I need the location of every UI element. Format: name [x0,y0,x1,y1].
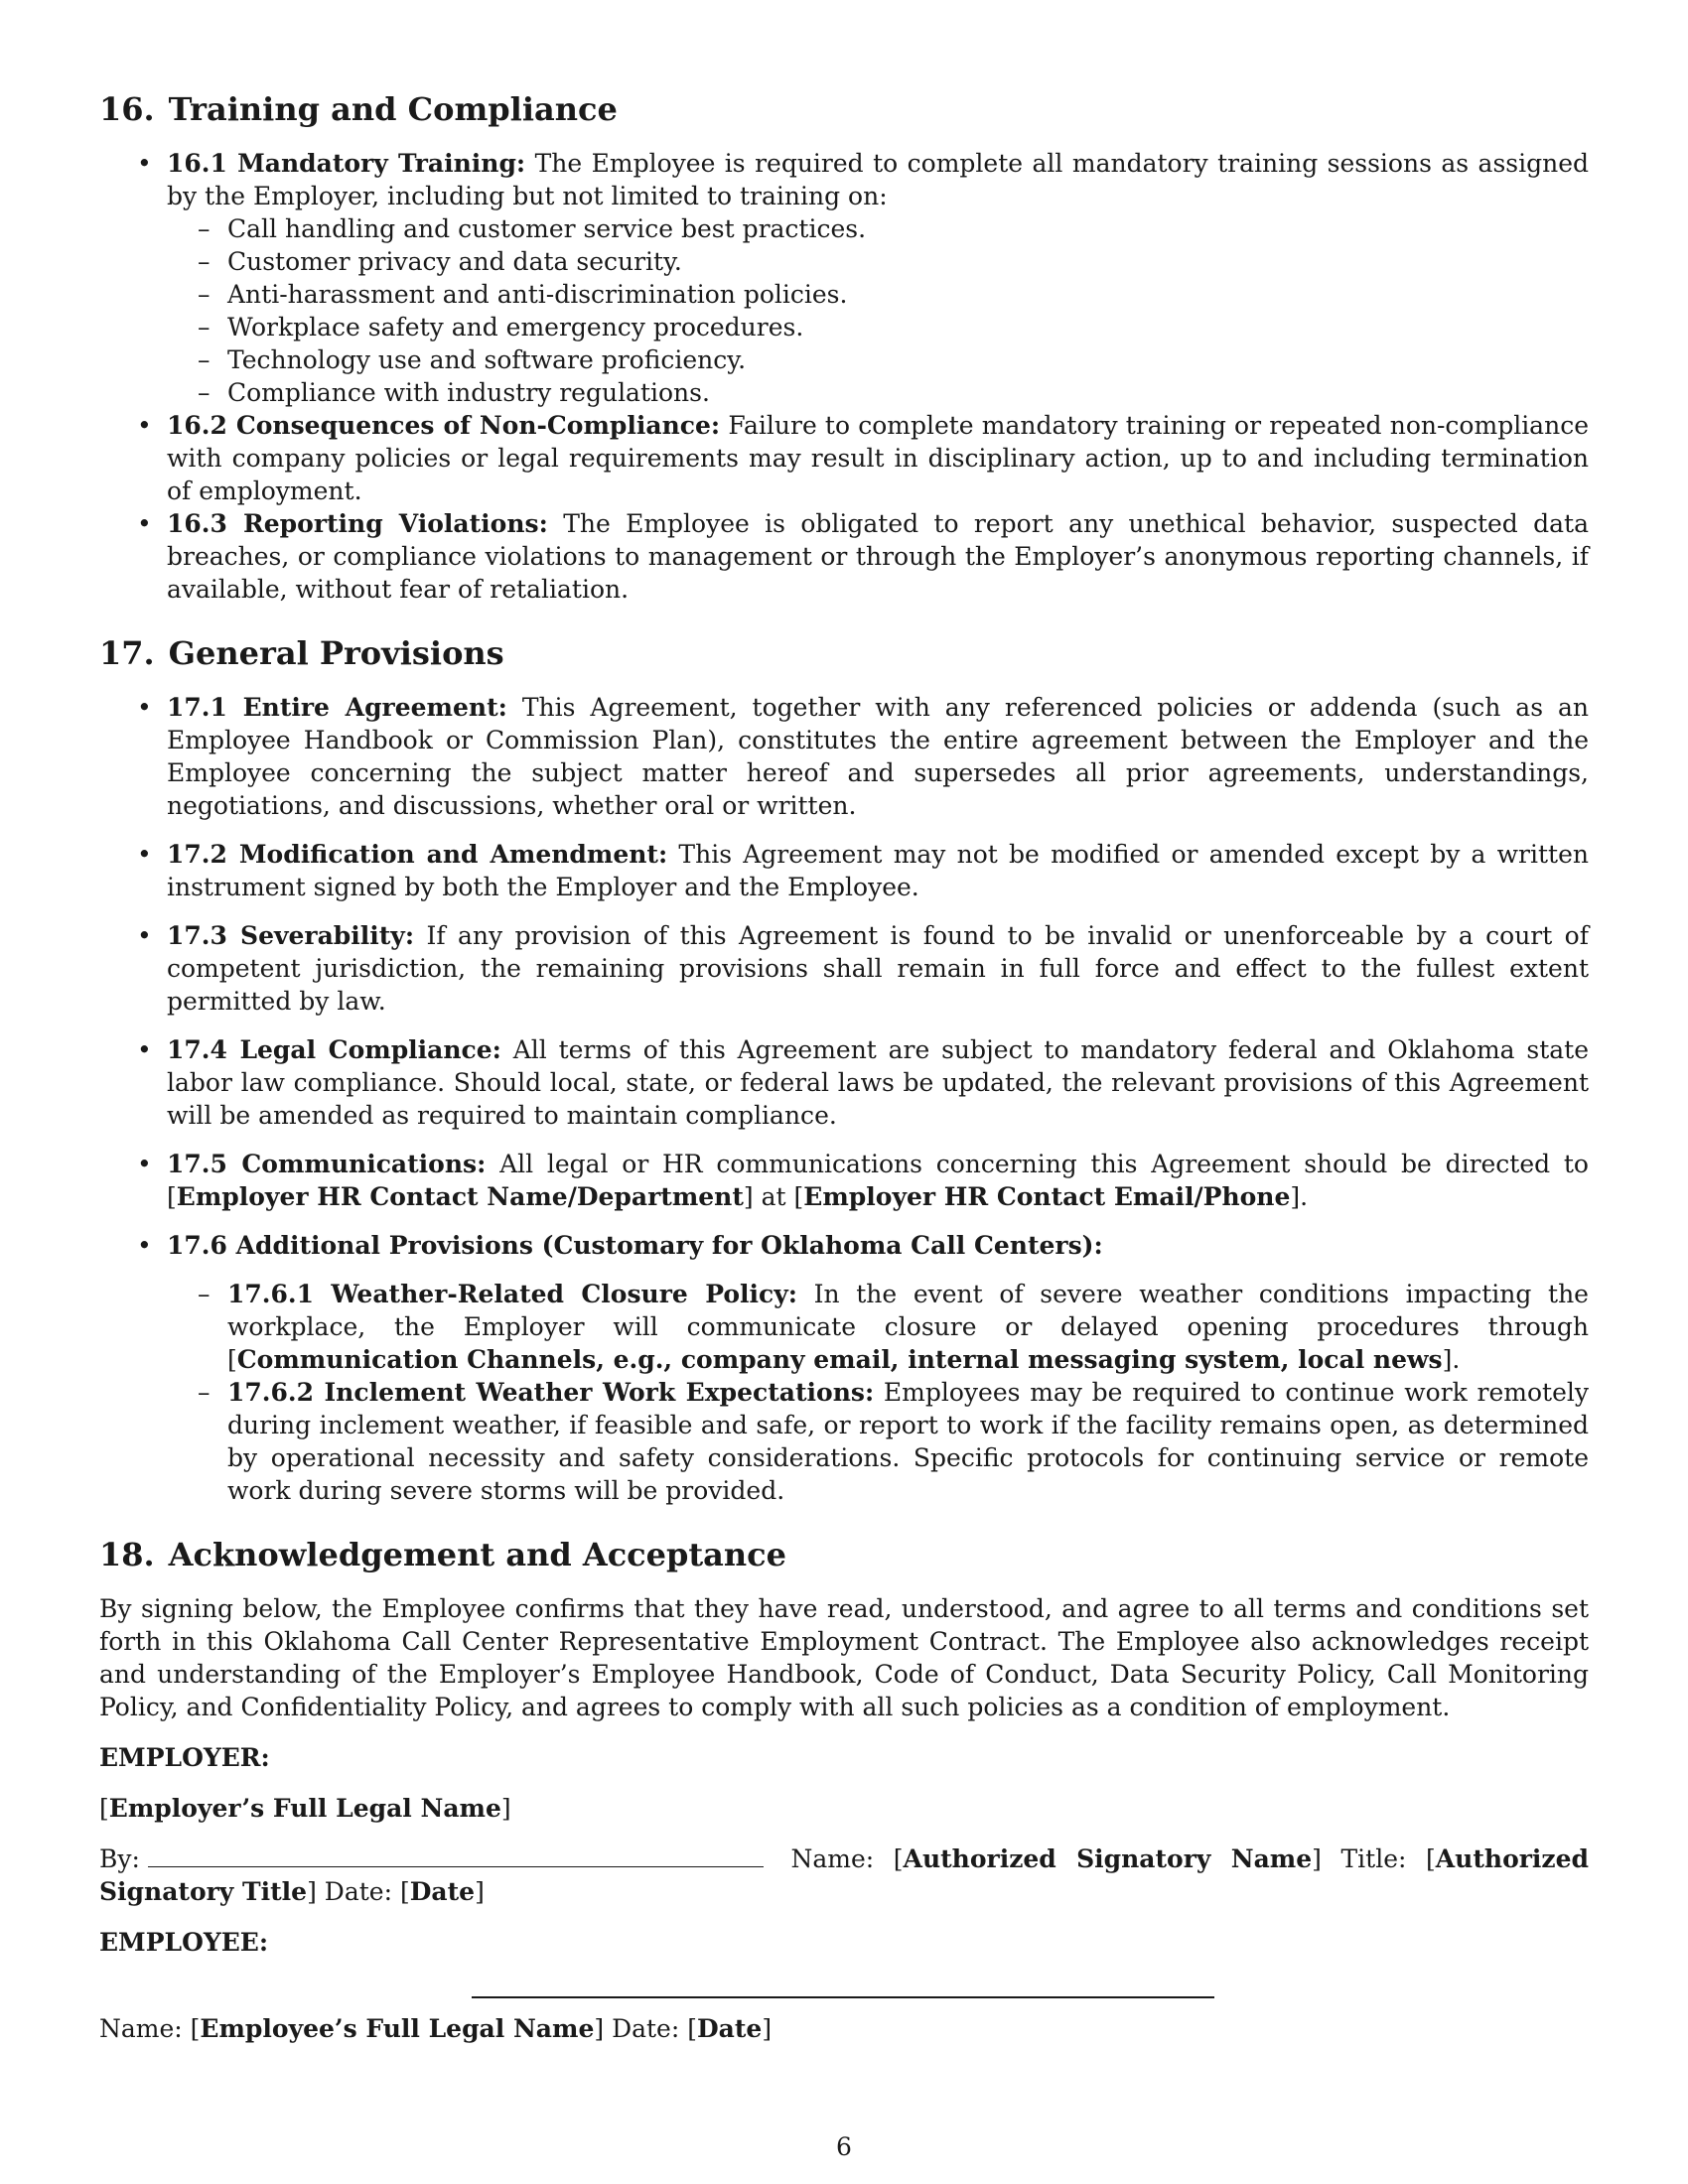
item-text: Failure to complete mandatory training or repeated non-compliance with company policies or legal requirements may result in disciplinary action, up to and including termination of employment. [167,411,1589,505]
section-number: 16. [99,90,155,128]
list-item [167,1229,1589,1507]
item-text: If any provision of this Agreement is found to be invalid or unenforceable by a court of competent jurisdiction, the remaining provisions shall remain in full force and effect to the fullest extent permitted by law. [167,921,1589,1016]
item-text: This Agreement, together with any referenced policies or addenda (such as an Employee Handbook or Commission Plan), constitutes the entire agreement between the Employer and the Employee concerning the subject matter hereof and supersedes all prior agreements, understandings, negotiations, and discussions, whether oral or written. [167,693,1589,820]
date-label: Date: [612,2014,680,2043]
item-label: 16.1 Mandatory Training: [167,149,526,178]
section-16-heading [99,89,1589,129]
list-item [167,919,1589,1018]
item-text: The Employee is required to complete all mandatory training sessions as assigned by the Employer, including but not limited to training on: [167,149,1589,210]
section-18-heading [99,1535,1589,1574]
sub-item: – Anti-harassment and anti-discrimination policies. [227,278,1589,311]
list-item [167,1033,1589,1132]
sub-item: – Workplace safety and emergency procedures. [227,311,1589,343]
document-page [99,89,1589,2045]
list-item [167,147,1589,409]
section-number: 18. [99,1536,155,1573]
item-label: 17.6 Additional Provisions (Customary for Oklahoma Call Centers): [167,1231,1103,1260]
item-text: This Agreement may not be modified or amended except by a written instrument signed by both the Employer and the Employee. [167,840,1589,901]
page-number: 6 [836,2132,852,2161]
placeholder-employer-date: Date [409,1877,476,1906]
item-text: All legal or HR communications concerning this Agreement should be directed to [499,1150,1589,1178]
item-label: 17.3 Severability: [167,921,415,950]
sub-item: – Technology use and software proficiency. [227,343,1589,376]
employer-signature-line[interactable] [148,1844,764,1867]
sub-item-text: In the event of severe weather conditions impacting the workplace, the Employer will communicate closure or delayed opening procedures through [227,1280,1589,1341]
sub-item-label: 17.6.1 Weather-Related Closure Policy: [227,1280,797,1308]
section-18 [99,1535,1589,2045]
list-item [167,838,1589,903]
sub-item: – 17.6.1 Weather-Related Closure Policy: In the event of severe weather conditions impacting the workplace, the Employer will communicate closure or delayed opening procedures through [Communication Channels, e.g., company email, internal messaging system, local news]. [227,1278,1589,1376]
section-title: Training and Compliance [168,90,618,128]
employee-signature-block: Name: [Employee’s Full Legal Name] Date: [Date] [99,2014,773,2043]
item-label: 17.2 Modification and Amendment: [167,840,668,869]
title-label: Title: [1340,1844,1407,1873]
list-item [167,691,1589,822]
section-16-list [99,147,1589,606]
sub-item: – Customer privacy and data security. [227,245,1589,278]
additional-provisions-list [167,1278,1589,1507]
section-16 [99,89,1589,606]
placeholder-employer-name: Employer’s Full Legal Name [108,1794,501,1823]
employer-signature-block: By: Name: [Authorized Signatory Name] Title: [Authorized Signatory Title] Date: [Date] [99,1844,1589,1906]
list-item [167,409,1589,507]
item-label: 17.1 Entire Agreement: [167,693,507,722]
employee-heading: EMPLOYEE: [99,1928,269,1957]
name-label: Name: [790,1844,875,1873]
placeholder-signatory-name: Authorized Signatory Name [903,1844,1313,1873]
name-label: Name: [99,2014,183,2043]
date-label: Date: [324,1877,393,1906]
employee-signature-line[interactable] [472,1977,1214,1998]
item-text: at [761,1182,786,1211]
sub-item-label: 17.6.2 Inclement Weather Work Expectations: [227,1378,875,1407]
sub-item-text: Employees may be required to continue work remotely during inclement weather, if feasible and safe, or report to work if the facility remains open, as determined by operational necessity and safety considerations. Specific protocols for continuing service or remote work during severe storms will be provided. [227,1378,1590,1505]
sub-item: – Call handling and customer service best practices. [227,212,1589,245]
section-number: 17. [99,634,155,672]
placeholder-employee-date: Date [696,2014,763,2043]
section-17-heading [99,633,1589,673]
item-label: 16.2 Consequences of Non-Compliance: [167,411,721,440]
section-17 [99,633,1589,1507]
item-label: 16.3 Reporting Violations: [167,509,548,538]
employer-heading-row [99,1741,1589,1774]
item-label: 17.5 Communications: [167,1150,487,1178]
item-text: All terms of this Agreement are subject to mandatory federal and Oklahoma state labor law compliance. Should local, state, or federal laws be updated, the relevant provisions of this Agreement will be amended as required to maintain compliance. [167,1035,1589,1130]
list-item [167,507,1589,606]
placeholder-signatory-title: Authorized Signatory Title [99,1844,1589,1906]
item-text: The Employee is obligated to report any unethical behavior, suspected data breaches, or compliance violations to management or through the Employer’s anonymous reporting channels, if available, without fear of retaliation. [167,509,1590,604]
placeholder-hr-email: Employer HR Contact Email/Phone [803,1182,1291,1211]
section-17-list [99,691,1589,1507]
acknowledgement-paragraph: By signing below, the Employee confirms that they have read, understood, and agree to all terms and conditions set forth in this Oklahoma Call Center Representative Employment Contract. The Employee also acknowledges receipt and understanding of the Employer’s Employee Handbook, Code of Conduct, Data Security Policy, Call Monitoring Policy, and Confidentiality Policy, and agrees to comply with all such policies as a condition of employment. [99,1594,1589,1721]
placeholder-employee-name: Employee’s Full Legal Name [200,2014,595,2043]
list-item: • 17.5 Communications: All legal or HR communications concerning this Agreement should be directed to [Employer HR Contact Name/Department] at [Employer HR Contact Email/Phone]. [167,1148,1589,1213]
section-title: General Provisions [168,634,504,672]
sub-item [227,1376,1589,1507]
sub-item: – Compliance with industry regulations. [227,376,1589,409]
item-label: 17.4 Legal Compliance: [167,1035,501,1064]
placeholder-hr-contact: Employer HR Contact Name/Department [176,1182,744,1211]
employer-heading: EMPLOYER: [99,1743,270,1772]
placeholder-communication-channels: Communication Channels, e.g., company email, internal messaging system, local news [236,1345,1443,1374]
employer-name-row: [Employer’s Full Legal Name] [99,1794,511,1823]
section-title: Acknowledgement and Acceptance [168,1536,787,1573]
training-topics-list [167,212,1589,409]
employee-heading-row [99,1926,1589,1959]
by-label: By: [99,1844,140,1873]
